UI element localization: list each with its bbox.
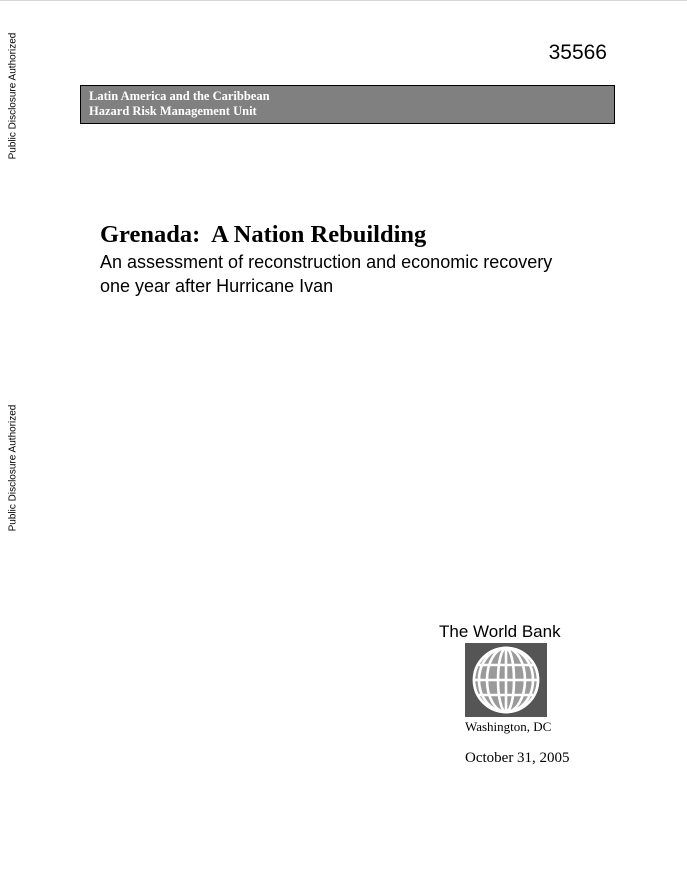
publication-date: October 31, 2005 (465, 750, 570, 766)
side-label-disclosure-top: Public Disclosure Authorized (7, 32, 19, 160)
side-label-disclosure-middle: Public Disclosure Authorized (7, 404, 19, 532)
world-bank-globe-icon (465, 643, 547, 717)
publication-location: Washington, DC (465, 719, 552, 734)
document-number: 35566 (548, 41, 607, 64)
unit-banner (80, 85, 615, 124)
page-top-rule (0, 0, 687, 1)
unit-banner-line1: Latin America and the Caribbean (89, 89, 270, 103)
organization-name: The World Bank (439, 622, 561, 641)
document-subtitle: An assessment of reconstruction and economic recovery one year after Hurricane Ivan (100, 252, 553, 296)
unit-banner-line2: Hazard Risk Management Unit (89, 103, 257, 118)
document-title: Grenada: A Nation Rebuilding (100, 221, 427, 248)
